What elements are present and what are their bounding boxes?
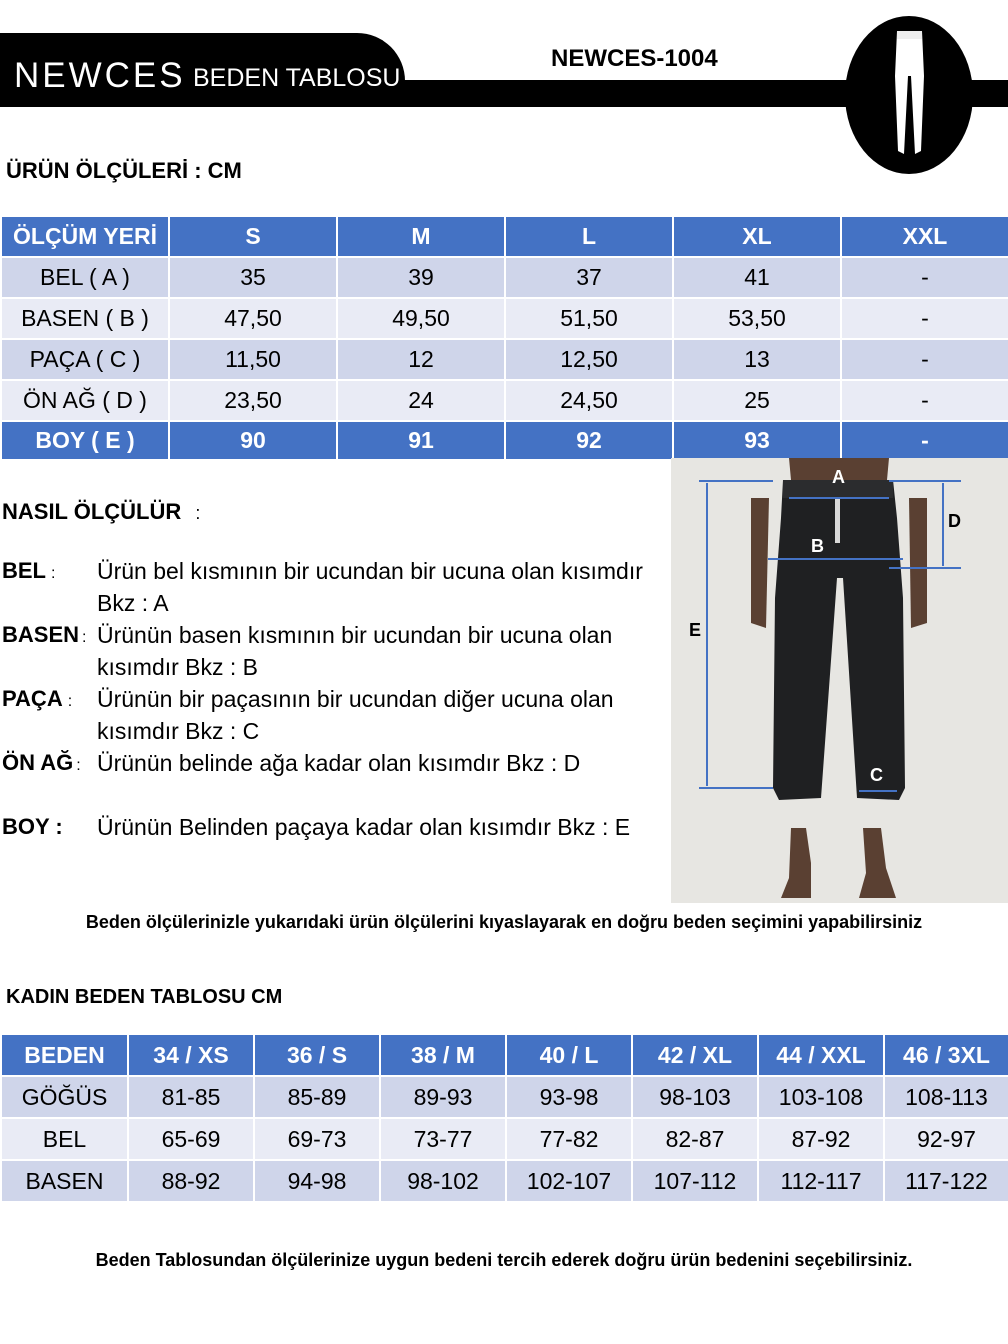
howto-label (2, 811, 63, 843)
column-header: M (337, 216, 505, 257)
howto-text: Ürünün Belinden paçaya kadar olan kısımdır Bkz : E (97, 814, 631, 840)
table-row (1, 1160, 1008, 1202)
table-row (1, 380, 1008, 421)
column-header: 40 / L (506, 1034, 632, 1076)
howto-label-text: BASEN (2, 622, 80, 647)
howto-label (2, 555, 55, 590)
table-cell: 82-87 (632, 1118, 758, 1160)
table-cell: 25 (673, 380, 841, 421)
table-cell: 88-92 (128, 1160, 254, 1202)
howto-label-sep: : (82, 629, 87, 646)
howto-text: Ürün bel kısmının bir ucundan bir ucuna olan kısımdır Bkz : A (97, 558, 643, 616)
table-cell: 24,50 (505, 380, 673, 421)
table-cell: 47,50 (169, 298, 337, 339)
table-cell: 92-97 (884, 1118, 1008, 1160)
measurement-photo (671, 458, 1008, 903)
table-cell: 69-73 (254, 1118, 380, 1160)
howto-label (2, 683, 72, 718)
table-cell: 37 (505, 257, 673, 298)
list-item (2, 555, 662, 619)
product-thumbnail (845, 16, 973, 174)
howto-label-text: BEL (2, 558, 46, 583)
table-cell: 93 (673, 421, 841, 460)
table-cell: 41 (673, 257, 841, 298)
list-item (2, 619, 662, 683)
row-label: ÖN AĞ ( D ) (1, 380, 169, 421)
product-size-table (0, 215, 1008, 461)
row-label: BEL ( A ) (1, 257, 169, 298)
list-item (2, 811, 662, 875)
table-cell: 93-98 (506, 1076, 632, 1118)
table-cell: 23,50 (169, 380, 337, 421)
howto-text: Ürünün basen kısmının bir ucundan bir ucuna olan kısımdır Bkz : B (97, 622, 613, 680)
product-measurements-title: ÜRÜN ÖLÇÜLERİ : CM (6, 158, 242, 183)
table-cell: 89-93 (380, 1076, 506, 1118)
table-cell: 12,50 (505, 339, 673, 380)
table-cell: - (841, 298, 1008, 339)
column-header: 44 / XXL (758, 1034, 884, 1076)
howto-title (2, 498, 200, 527)
table-cell: 94-98 (254, 1160, 380, 1202)
row-label: BOY ( E ) (1, 421, 169, 460)
table-row (1, 339, 1008, 380)
column-header: S (169, 216, 337, 257)
header-subtitle: BEDEN TABLOSU (193, 64, 401, 92)
row-label: BASEN (1, 1160, 128, 1202)
table-cell: 91 (337, 421, 505, 460)
table-cell: 73-77 (380, 1118, 506, 1160)
table-row (1, 1118, 1008, 1160)
table-cell: 53,50 (673, 298, 841, 339)
table-cell: 98-102 (380, 1160, 506, 1202)
column-header: L (505, 216, 673, 257)
row-label: BASEN ( B ) (1, 298, 169, 339)
howto-text: Ürünün bir paçasının bir ucundan diğer ucuna olan kısımdır Bkz : C (97, 686, 614, 744)
howto-label-sep: : (51, 565, 56, 582)
table-cell: 13 (673, 339, 841, 380)
table-row (1, 257, 1008, 298)
comparison-note: Beden ölçülerinizle yukarıdaki ürün ölçülerini kıyaslayarak en doğru beden seçimini yapabilirsiniz (85, 912, 923, 932)
size-selection-note: Beden Tablosundan ölçülerinize uygun bedeni tercih ederek doğru ürün bedenini seçebilirsiniz. (95, 1250, 913, 1270)
column-header: ÖLÇÜM YERİ (1, 216, 169, 257)
table-cell: 77-82 (506, 1118, 632, 1160)
table-cell: 65-69 (128, 1118, 254, 1160)
table-cell: - (841, 339, 1008, 380)
table-cell: 85-89 (254, 1076, 380, 1118)
table-cell: 12 (337, 339, 505, 380)
table-cell: 81-85 (128, 1076, 254, 1118)
diagram-label-c: C (870, 765, 883, 785)
table-cell: 49,50 (337, 298, 505, 339)
diagram-label-d: D (948, 511, 961, 531)
table-cell: 90 (169, 421, 337, 460)
howto-label-text: ÖN AĞ (2, 750, 74, 775)
column-header: 38 / M (380, 1034, 506, 1076)
table-row (1, 421, 1008, 460)
table-cell: 102-107 (506, 1160, 632, 1202)
column-header: 42 / XL (632, 1034, 758, 1076)
column-header: XL (673, 216, 841, 257)
row-label: BEL (1, 1118, 128, 1160)
table-row (1, 1076, 1008, 1118)
howto-label (2, 747, 81, 782)
table-header-row (1, 216, 1008, 257)
diagram-label-e: E (689, 620, 702, 640)
table-row (1, 298, 1008, 339)
howto-title-text: NASIL ÖLÇÜLÜR (2, 499, 182, 524)
table-cell: 108-113 (884, 1076, 1008, 1118)
diagram-label-b: B (811, 536, 824, 556)
table-cell: 112-117 (758, 1160, 884, 1202)
howto-label (2, 619, 86, 654)
table-cell: 35 (169, 257, 337, 298)
table-cell: 24 (337, 380, 505, 421)
table-cell: - (841, 257, 1008, 298)
howto-label-text: BOY : (2, 814, 63, 839)
howto-label-sep: : (76, 757, 81, 774)
table-cell: 117-122 (884, 1160, 1008, 1202)
table-cell: 103-108 (758, 1076, 884, 1118)
list-item (2, 683, 662, 747)
column-header: 36 / S (254, 1034, 380, 1076)
column-header: XXL (841, 216, 1008, 257)
table-cell: 98-103 (632, 1076, 758, 1118)
table-cell: 87-92 (758, 1118, 884, 1160)
column-header: 34 / XS (128, 1034, 254, 1076)
table-cell: 107-112 (632, 1160, 758, 1202)
howto-title-suffix: : (195, 503, 201, 523)
women-size-table (0, 1033, 1008, 1203)
table-cell: 39 (337, 257, 505, 298)
row-label: GÖĞÜS (1, 1076, 128, 1118)
table-cell: 11,50 (169, 339, 337, 380)
diagram-label-a: A (832, 467, 845, 487)
howto-label-text: PAÇA (2, 686, 63, 711)
table-cell: - (841, 421, 1008, 460)
table-header-row (1, 1034, 1008, 1076)
table-cell: - (841, 380, 1008, 421)
brand-logo: NEWCES (14, 56, 186, 95)
women-size-title: KADIN BEDEN TABLOSU CM (6, 986, 283, 1008)
column-header: BEDEN (1, 1034, 128, 1076)
model-code: NEWCES-1004 (551, 45, 718, 72)
table-cell: 92 (505, 421, 673, 460)
howto-list (2, 555, 662, 875)
table-cell: 51,50 (505, 298, 673, 339)
column-header: 46 / 3XL (884, 1034, 1008, 1076)
row-label: PAÇA ( C ) (1, 339, 169, 380)
howto-label-sep: : (67, 693, 73, 710)
howto-text: Ürünün belinde ağa kadar olan kısımdır Bkz : D (97, 750, 581, 776)
list-item (2, 747, 662, 811)
